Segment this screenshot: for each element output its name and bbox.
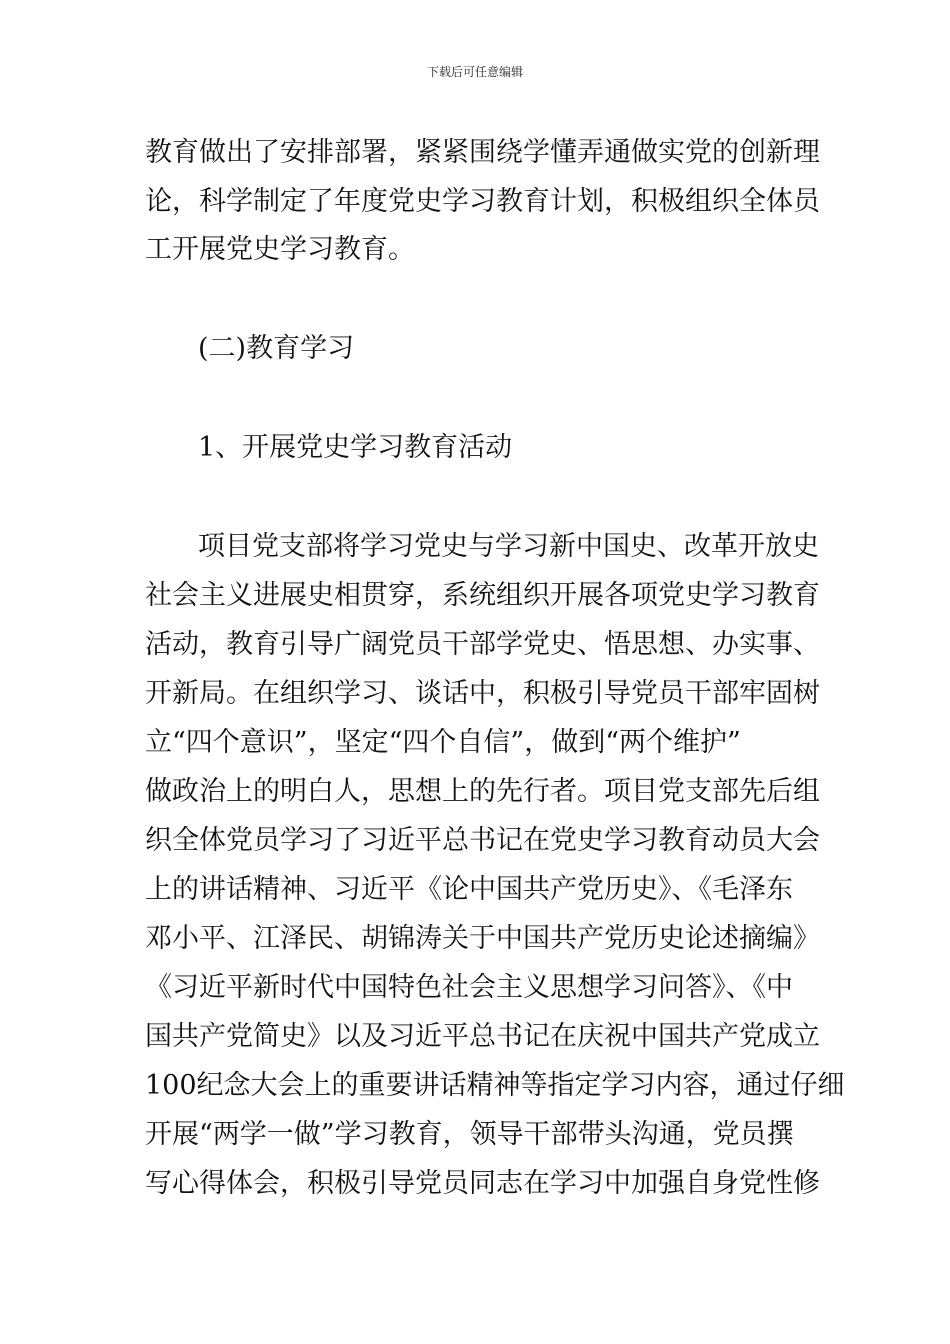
paragraph-line: 写心得体会，积极引导党员同志在学习中加强自身党性修	[145, 1168, 820, 1199]
paragraph-line: 织全体党员学习了习近平总书记在党史学习教育动员大会	[145, 825, 820, 856]
paragraph-line: 上的讲话精神、习近平《论中国共产党历史》、《毛泽东	[145, 874, 793, 905]
paragraph-line: 开展“两学一做”学习教育，领导干部带头沟通，党员撰	[145, 1119, 794, 1150]
paragraph-line: 社会主义进展史相贯穿，系统组织开展各项党史学习教育	[145, 580, 820, 611]
paragraph-line: 活动，教育引导广阔党员干部学党史、悟思想、办实事、	[145, 629, 820, 660]
paragraph-line: 立“四个意识”，坚定“四个自信”，做到“两个维护”	[145, 727, 741, 758]
paragraph-line: 论，科学制定了年度党史学习教育计划，积极组织全体员	[145, 186, 820, 217]
paragraph-line: 教育做出了安排部署，紧紧围绕学懂弄通做实党的创新理	[145, 137, 820, 168]
paragraph-line: 开新局。在组织学习、谈话中，积极引导党员干部牢固树	[145, 678, 820, 709]
paragraph-line: 工开展党史学习教育。	[145, 234, 415, 265]
page-header: 下载后可任意编辑	[426, 65, 523, 79]
paragraph-line: 国共产党简史》以及习近平总书记在庆祝中国共产党成立	[145, 1021, 820, 1052]
paragraph-line: 邓小平、江泽民、胡锦涛关于中国共产党历史论述摘编》	[145, 923, 820, 954]
paragraph-line: 《习近平新时代中国特色社会主义思想学习问答》、《中	[145, 972, 793, 1003]
paragraph-line: 项目党支部将学习党史与学习新中国史、改革开放史	[198, 531, 819, 562]
subsection-heading: 1、开展党史学习教育活动	[198, 432, 513, 463]
paragraph-line: 做政治上的明白人，思想上的先行者。项目党支部先后组	[145, 776, 820, 807]
paragraph-line: 100纪念大会上的重要讲话精神等指定学习内容，通过仔细	[145, 1070, 845, 1101]
section-heading: (二)教育学习	[198, 333, 355, 364]
